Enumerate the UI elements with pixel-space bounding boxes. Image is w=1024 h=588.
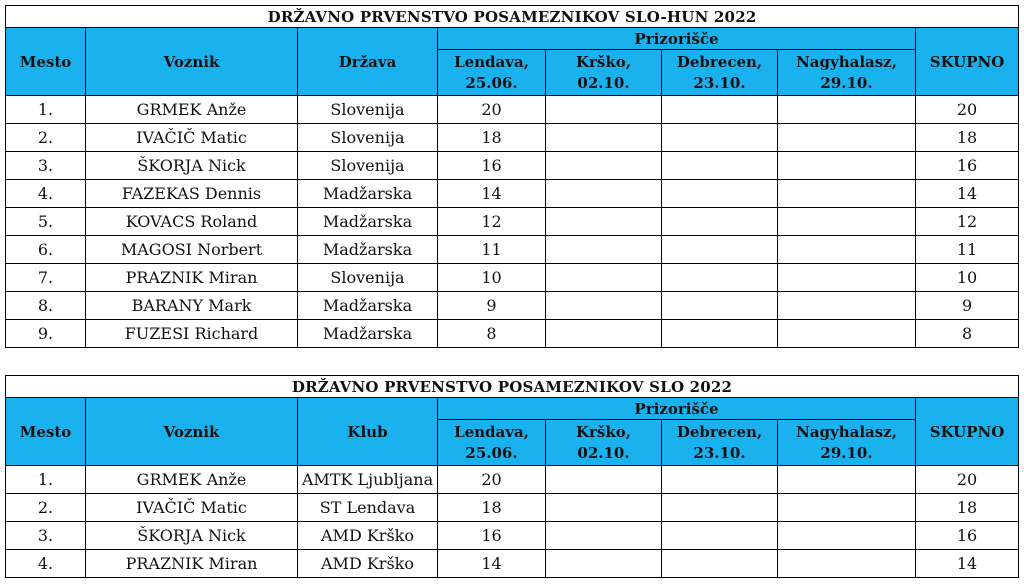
- table-row: [6, 522, 1019, 550]
- venue-city: Lendava,: [454, 52, 529, 71]
- venue-city: Debrecen,: [676, 422, 763, 441]
- score-cell: [778, 124, 916, 152]
- col-header-total: SKUPNO: [916, 398, 1019, 466]
- score-cell: [778, 96, 916, 124]
- rider-cell: GRMEK Anže: [86, 466, 298, 494]
- venue-header: [546, 50, 662, 96]
- team-cell: Madžarska: [298, 208, 438, 236]
- rider-cell: KOVACS Roland: [86, 208, 298, 236]
- venue-header: [778, 420, 916, 466]
- score-cell: 8: [438, 320, 546, 348]
- table-row: [6, 96, 1019, 124]
- place-cell: 6.: [6, 236, 86, 264]
- score-cell: [662, 124, 778, 152]
- score-cell: [778, 466, 916, 494]
- venue-city: Krško,: [575, 422, 631, 441]
- team-cell: ST Lendava: [298, 494, 438, 522]
- place-cell: 2.: [6, 124, 86, 152]
- venue-city: Debrecen,: [676, 52, 763, 71]
- total-cell: 10: [916, 264, 1019, 292]
- score-cell: [778, 550, 916, 578]
- score-cell: [662, 180, 778, 208]
- score-cell: 14: [438, 180, 546, 208]
- venue-header: [546, 420, 662, 466]
- venue-date: 29.10.: [820, 443, 873, 462]
- place-cell: 3.: [6, 522, 86, 550]
- score-cell: [778, 292, 916, 320]
- score-cell: [778, 522, 916, 550]
- score-cell: [546, 466, 662, 494]
- venue-date: 02.10.: [577, 73, 630, 92]
- table-row: [6, 494, 1019, 522]
- team-cell: Slovenija: [298, 264, 438, 292]
- table-title: DRŽAVNO PRVENSTVO POSAMEZNIKOV SLO-HUN 2022: [6, 6, 1019, 28]
- score-cell: [778, 264, 916, 292]
- total-cell: 8: [916, 320, 1019, 348]
- place-cell: 4.: [6, 550, 86, 578]
- place-cell: 9.: [6, 320, 86, 348]
- team-cell: Madžarska: [298, 320, 438, 348]
- rider-cell: FAZEKAS Dennis: [86, 180, 298, 208]
- place-cell: 2.: [6, 494, 86, 522]
- score-cell: 9: [438, 292, 546, 320]
- venue-header: [778, 50, 916, 96]
- venue-header: [438, 420, 546, 466]
- total-cell: 20: [916, 466, 1019, 494]
- score-cell: 11: [438, 236, 546, 264]
- standings-table-slo: [5, 375, 1019, 578]
- score-cell: [778, 208, 916, 236]
- rider-cell: PRAZNIK Miran: [86, 264, 298, 292]
- team-cell: Madžarska: [298, 236, 438, 264]
- score-cell: [662, 208, 778, 236]
- score-cell: [546, 236, 662, 264]
- venue-header: [438, 50, 546, 96]
- score-cell: 12: [438, 208, 546, 236]
- rider-cell: IVAČIČ Matic: [86, 494, 298, 522]
- venue-date: 23.10.: [693, 443, 746, 462]
- score-cell: [546, 96, 662, 124]
- table-row: [6, 180, 1019, 208]
- col-header-country: Država: [298, 28, 438, 96]
- score-cell: [662, 522, 778, 550]
- col-header-rider: Voznik: [86, 28, 298, 96]
- place-cell: 8.: [6, 292, 86, 320]
- score-cell: [662, 264, 778, 292]
- team-cell: Madžarska: [298, 180, 438, 208]
- score-cell: [778, 236, 916, 264]
- score-cell: [662, 320, 778, 348]
- total-cell: 14: [916, 180, 1019, 208]
- total-cell: 16: [916, 152, 1019, 180]
- total-cell: 14: [916, 550, 1019, 578]
- venue-header: [662, 420, 778, 466]
- venue-city: Nagyhalasz,: [796, 422, 897, 441]
- team-cell: AMD Krško: [298, 522, 438, 550]
- rider-cell: MAGOSI Norbert: [86, 236, 298, 264]
- score-cell: [778, 494, 916, 522]
- rider-cell: ŠKORJA Nick: [86, 522, 298, 550]
- total-cell: 9: [916, 292, 1019, 320]
- score-cell: [662, 96, 778, 124]
- table-row: [6, 124, 1019, 152]
- venue-date: 25.06.: [465, 443, 518, 462]
- total-cell: 16: [916, 522, 1019, 550]
- table-row: [6, 320, 1019, 348]
- score-cell: [662, 550, 778, 578]
- col-header-venues: Prizorišče: [438, 28, 916, 50]
- venue-date: 23.10.: [693, 73, 746, 92]
- score-cell: [778, 320, 916, 348]
- table-row: [6, 264, 1019, 292]
- score-cell: 18: [438, 494, 546, 522]
- standings-table-slo-hun: [5, 5, 1019, 348]
- score-cell: [546, 320, 662, 348]
- venue-city: Nagyhalasz,: [796, 52, 897, 71]
- place-cell: 4.: [6, 180, 86, 208]
- score-cell: [546, 550, 662, 578]
- rider-cell: PRAZNIK Miran: [86, 550, 298, 578]
- rider-cell: IVAČIČ Matic: [86, 124, 298, 152]
- rider-cell: FUZESI Richard: [86, 320, 298, 348]
- table-row: [6, 466, 1019, 494]
- score-cell: 20: [438, 96, 546, 124]
- venue-date: 02.10.: [577, 443, 630, 462]
- total-cell: 11: [916, 236, 1019, 264]
- score-cell: [662, 466, 778, 494]
- score-cell: [546, 292, 662, 320]
- rider-cell: ŠKORJA Nick: [86, 152, 298, 180]
- score-cell: [546, 264, 662, 292]
- table-title: DRŽAVNO PRVENSTVO POSAMEZNIKOV SLO 2022: [6, 376, 1019, 398]
- total-cell: 18: [916, 494, 1019, 522]
- team-cell: AMTK Ljubljana: [298, 466, 438, 494]
- score-cell: [546, 522, 662, 550]
- venue-date: 25.06.: [465, 73, 518, 92]
- total-cell: 20: [916, 96, 1019, 124]
- col-header-place: Mesto: [6, 398, 86, 466]
- score-cell: 16: [438, 522, 546, 550]
- place-cell: 3.: [6, 152, 86, 180]
- score-cell: [662, 292, 778, 320]
- col-header-club: Klub: [298, 398, 438, 466]
- col-header-total: SKUPNO: [916, 28, 1019, 96]
- rider-cell: BARANY Mark: [86, 292, 298, 320]
- table-body: [6, 96, 1019, 348]
- col-header-venues: Prizorišče: [438, 398, 916, 420]
- total-cell: 18: [916, 124, 1019, 152]
- place-cell: 1.: [6, 466, 86, 494]
- score-cell: [778, 152, 916, 180]
- col-header-rider: Voznik: [86, 398, 298, 466]
- venue-header: [662, 50, 778, 96]
- place-cell: 5.: [6, 208, 86, 236]
- score-cell: 20: [438, 466, 546, 494]
- place-cell: 7.: [6, 264, 86, 292]
- team-cell: Slovenija: [298, 124, 438, 152]
- team-cell: Slovenija: [298, 152, 438, 180]
- col-header-place: Mesto: [6, 28, 86, 96]
- score-cell: [546, 124, 662, 152]
- score-cell: [662, 236, 778, 264]
- score-cell: [546, 152, 662, 180]
- table-row: [6, 208, 1019, 236]
- team-cell: Slovenija: [298, 96, 438, 124]
- score-cell: [778, 180, 916, 208]
- table-row: [6, 292, 1019, 320]
- venue-city: Lendava,: [454, 422, 529, 441]
- score-cell: 18: [438, 124, 546, 152]
- table-row: [6, 152, 1019, 180]
- score-cell: [662, 152, 778, 180]
- score-cell: 16: [438, 152, 546, 180]
- venue-date: 29.10.: [820, 73, 873, 92]
- score-cell: [546, 494, 662, 522]
- score-cell: 10: [438, 264, 546, 292]
- total-cell: 12: [916, 208, 1019, 236]
- score-cell: [546, 180, 662, 208]
- rider-cell: GRMEK Anže: [86, 96, 298, 124]
- score-cell: [662, 494, 778, 522]
- table-body: [6, 466, 1019, 578]
- team-cell: AMD Krško: [298, 550, 438, 578]
- place-cell: 1.: [6, 96, 86, 124]
- venue-city: Krško,: [575, 52, 631, 71]
- team-cell: Madžarska: [298, 292, 438, 320]
- score-cell: [546, 208, 662, 236]
- table-row: [6, 236, 1019, 264]
- table-row: [6, 550, 1019, 578]
- score-cell: 14: [438, 550, 546, 578]
